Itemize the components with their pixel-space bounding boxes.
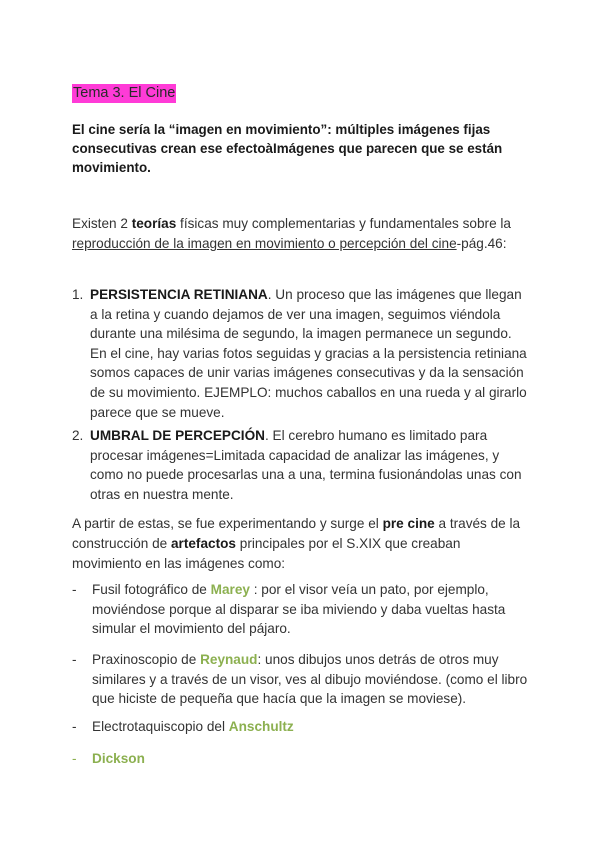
device-item-1 [92,580,532,639]
intro-mid: físicas muy complementarias y fundamentales sobre la [176,216,511,231]
device-pre-3: Electrotaquiscopio del [92,719,229,734]
precine-bold-1: pre cine [382,516,435,531]
theory-heading-2: UMBRAL DE PERCEPCIÓN [90,428,265,443]
precine-paragraph [72,514,532,574]
device-dash-1: - [72,582,77,597]
theory-item-2 [90,426,530,504]
intro-bold: teorías [131,216,177,231]
device-name-1: Marey [210,582,250,597]
intro-paragraph [72,214,532,254]
theory-number-1: 1. [72,287,84,302]
intro-underlined: reproducción de la imagen en movimiento o percepción del cine [72,236,457,251]
device-item-2 [92,650,532,709]
device-pre-1: Fusil fotográfico de [92,582,211,597]
device-name-2: Reynaud [200,652,258,667]
device-name-4: Dickson [92,751,145,766]
device-item-3 [92,717,532,737]
device-item-4 [92,749,532,769]
intro-post: -pág.46: [456,236,507,251]
device-dash-4: - [72,751,77,766]
device-post-2: : unos dibujos unos detrás de otros muy similares y a través de un visor, ves al dibujo moviéndose. (como el libro que hiciste de pequeña que hacía que la imagen se moviese). [92,652,528,707]
theory-item-1 [90,285,530,422]
device-dash-2: - [72,652,77,667]
device-name-3: Anschultz [228,719,294,734]
precine-post: principales por el S.XIX que creaban movimiento en las imágenes como: [72,536,461,571]
theory-text-1: . Un proceso que las imágenes que llegan a la retina y cuando dejamos de ver una imagen, seguimos viéndola durante una milésima de segundo, la imagen permanece un segundo. En el cine, hay varias fotos seguidas y gracias a la persistencia retiniana somos capaces de unir varias imágenes consecutivas y da la sensación de su movimiento. EJEMPLO: muchos caballos en una rueda y al girarlo parece que se mueve. [90,287,527,420]
page-title: Tema 3. El Cine [73,85,176,101]
theory-text-2: . El cerebro humano es limitado para procesar imágenes=Limitada capacidad de analizar las imágenes, y como no puede procesarlas una a una, termina fusionándolas unas con otras en nuestra mente. [90,428,522,502]
device-post-1: : por el visor veía un pato, por ejemplo, moviéndose porque al disparar se iba miviendo y daba vueltas hasta simular el movimiento del pájaro. [92,582,506,637]
subtitle: El cine sería la “imagen en movimiento”: múltiples imágenes fijas consecutivas crean ese efectoàImágenes que parecen que se están movimiento. [72,122,503,175]
intro-pre: Existen 2 [72,216,132,231]
theory-number-2: 2. [72,428,84,443]
device-pre-2: Praxinoscopio de [92,652,201,667]
precine-bold-2: artefactos [171,536,236,551]
precine-pre: A partir de estas, se fue experimentando y surge el [72,516,383,531]
precine-mid: a través de la construcción de [72,516,521,551]
device-dash-3: - [72,719,77,734]
theory-heading-1: PERSISTENCIA RETINIANA [90,287,268,302]
